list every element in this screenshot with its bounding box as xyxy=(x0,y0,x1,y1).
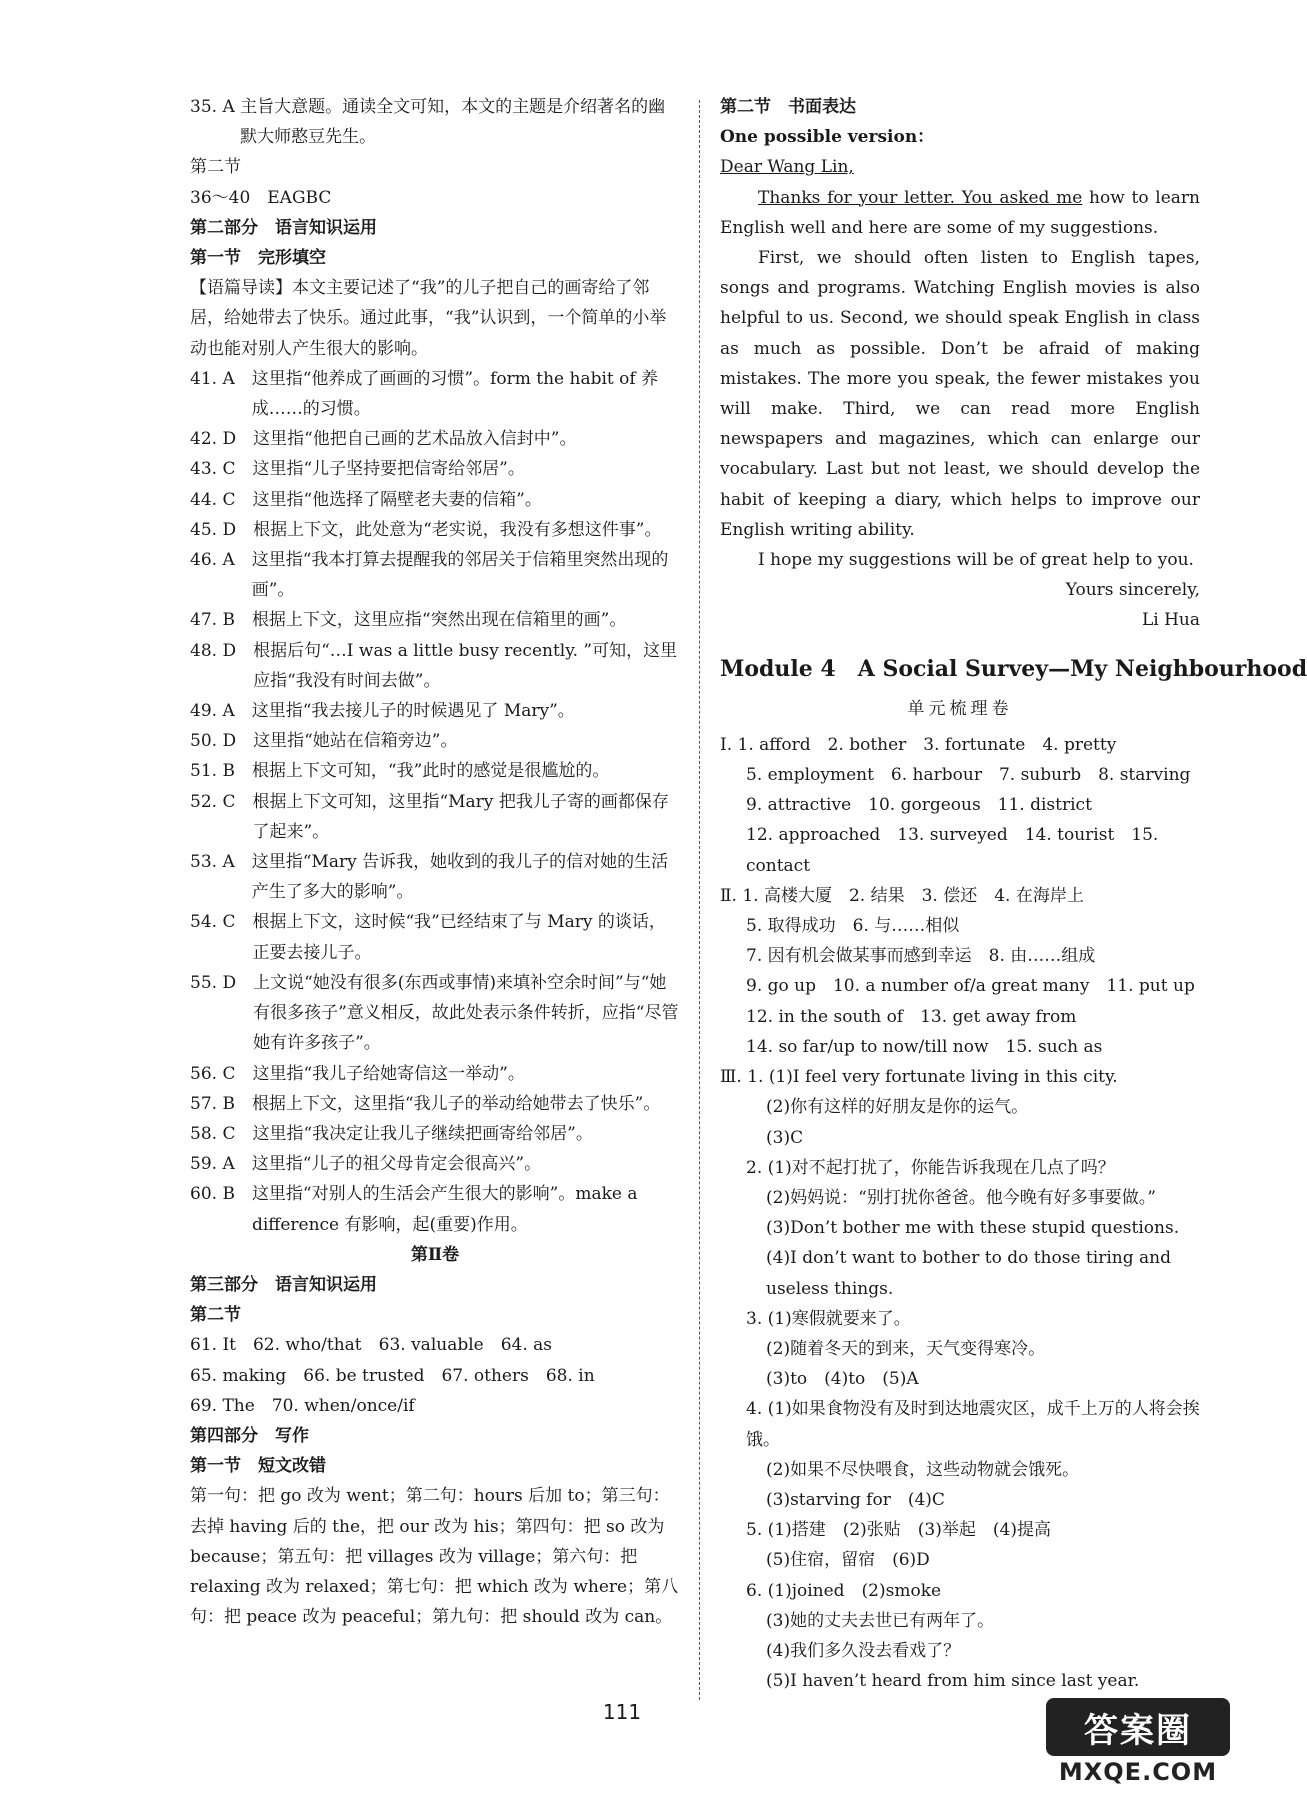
answer-explanation: 这里指“对别人的生活会产生很大的影响”。make a difference 有影响，起(重要)作用。 xyxy=(251,1184,638,1235)
answer-item xyxy=(190,787,680,847)
answer-explanation: 这里指“我本打算去提醒我的邻居关于信箱里突然出现的画”。 xyxy=(251,550,669,601)
answer-line: 69. The 70. when/once/if xyxy=(190,1395,415,1416)
answer-explanation: 这里指“我去接儿子的时候遇见了 Mary”。 xyxy=(251,701,575,722)
answer-number: 58. C xyxy=(190,1123,253,1144)
answer-number: 60. B xyxy=(190,1184,252,1205)
volume-heading: 第Ⅱ卷 xyxy=(410,1244,460,1265)
module-answer-line: Ⅰ. 1. afford 2. bother 3. fortunate 4. pretty xyxy=(720,734,1117,755)
watermark-badge: 答案圈 xyxy=(1046,1698,1230,1756)
answer-explanation: 这里指“他把自己画的艺术品放入信封中”。 xyxy=(253,429,577,450)
answer-item xyxy=(190,1119,680,1149)
module-answer-line: (5)住宿，留宿 (6)D xyxy=(766,1550,930,1571)
answer-number: 45. D xyxy=(190,519,254,540)
part-heading: 第四部分 写作 xyxy=(190,1425,309,1446)
answer-explanation: 根据上下文可知，“我”此时的感觉是很尴尬的。 xyxy=(251,761,610,782)
cloze-answer-list xyxy=(190,364,680,1240)
module-title: Module 4 A Social Survey—My Neighbourhood xyxy=(720,655,1307,682)
module-answer-line: (2)妈妈说：“别打扰你爸爸。他今晚有好多事要做。” xyxy=(766,1187,1156,1208)
answer-number: 48. D xyxy=(190,640,254,661)
answer-line: 65. making 66. be trusted 67. others 68. in xyxy=(190,1365,595,1386)
answer-36-40: 36～40 EAGBC xyxy=(190,187,332,208)
answer-item xyxy=(190,515,680,545)
answer-explanation: 这里指“他选择了隔壁老夫妻的信箱”。 xyxy=(252,489,542,510)
answer-explanation: 根据上下文，这里指“我儿子的举动给她带去了快乐”。 xyxy=(251,1093,661,1114)
answer-item xyxy=(190,1059,680,1089)
module-answer-line: (3)C xyxy=(766,1127,804,1148)
unit-title: 单元梳理卷 xyxy=(907,698,1013,719)
left-column xyxy=(190,92,680,1632)
column-divider xyxy=(699,100,700,1700)
section-heading: 第一节 完形填空 xyxy=(190,248,326,269)
module-answer-line: 5. 取得成功 6. 与……相似 xyxy=(746,916,960,937)
part-heading: 第三部分 语言知识运用 xyxy=(190,1274,377,1295)
answer-item xyxy=(190,968,680,1059)
answer-explanation: 这里指“儿子坚持要把信寄给邻居”。 xyxy=(252,459,525,480)
answer-explanation: 根据上下文，此处意为“老实说，我没有多想这件事”。 xyxy=(253,519,662,540)
answer-item xyxy=(190,364,680,424)
module-answer-line: 12. in the south of 13. get away from xyxy=(746,1006,1077,1027)
answer-number: 55. D xyxy=(190,972,254,993)
answer-explanation: 这里指“我儿子给她寄信这一举动”。 xyxy=(252,1063,525,1084)
module-answer-line: (4)我们多久没去看戏了？ xyxy=(766,1640,961,1661)
answer-item xyxy=(190,1089,680,1119)
version-label: One possible version： xyxy=(720,127,935,148)
answer-explanation: 根据上下文，这里应指“突然出现在信箱里的画”。 xyxy=(251,610,627,631)
answer-item xyxy=(190,454,680,484)
answer-number: 41. A xyxy=(190,368,252,389)
answer-item xyxy=(190,847,680,907)
module-answer-line: (3)她的丈夫去世已有两年了。 xyxy=(766,1610,995,1631)
answer-number: 44. C xyxy=(190,489,253,510)
answer-number: 47. B xyxy=(190,610,252,631)
answer-explanation: 这里指“儿子的祖父母肯定会很高兴”。 xyxy=(251,1154,542,1175)
answer-explanation: 这里指“我决定让我儿子继续把画寄给邻居”。 xyxy=(252,1123,593,1144)
watermark-url: MXQE.COM xyxy=(1058,1758,1218,1786)
letter-signature: Li Hua xyxy=(1141,610,1200,631)
answer-number: 54. C xyxy=(190,912,253,933)
answer-number: 53. A xyxy=(190,852,252,873)
module-answer-line: 9. attractive 10. gorgeous 11. district xyxy=(746,795,1092,816)
module-answer-line: 5. employment 6. harbour 7. suburb 8. starving xyxy=(746,765,1191,786)
module-answer-line: Ⅱ. 1. 高楼大厦 2. 结果 3. 偿还 4. 在海岸上 xyxy=(720,885,1084,906)
answer-explanation: 这里指“她站在信箱旁边”。 xyxy=(253,731,458,752)
module-answer-line: (3)Don’t bother me with these stupid questions. xyxy=(766,1218,1180,1239)
answer-number: 43. C xyxy=(190,459,253,480)
answer-number: 51. B xyxy=(190,761,252,782)
module-answer-line: Ⅲ. 1. (1)I feel very fortunate living in this city. xyxy=(720,1067,1118,1088)
answer-number: 50. D xyxy=(190,731,254,752)
module-answer-line: (5)I haven’t heard from him since last year. xyxy=(766,1671,1140,1692)
answer-item xyxy=(190,726,680,756)
answer-number: 46. A xyxy=(190,550,252,571)
answer-explanation: 根据上下文可知，这里指“Mary 把我儿子寄的画都保存了起来”。 xyxy=(252,791,669,842)
answer-number: 42. D xyxy=(190,429,254,450)
answer-number: 56. C xyxy=(190,1063,253,1084)
answer-item xyxy=(190,545,680,605)
answer-item xyxy=(190,1179,680,1239)
module-answer-line: (3)starving for (4)C xyxy=(766,1489,945,1510)
letter-paragraph: I hope my suggestions will be of great help to you. xyxy=(758,550,1194,571)
page-number: 111 xyxy=(602,1700,642,1724)
answer-item xyxy=(190,756,680,786)
letter-paragraph: First, we should often listen to English tapes, songs and programs. Watching English movies is also helpful to us. Second, we should speak English in class as much as possible. Don’t be afraid of making mistakes. The more you speak, the fewer mistakes you will make. Third, we can read more English newspapers and magazines, which can enlarge our vocabulary. Last but not least, we should develop the habit of keeping a diary, which helps to improve our English writing ability. xyxy=(720,248,1206,540)
error-correction-answer: 第一句：把 go 改为 went；第二句：hours 后加 to；第三句：去掉 having 后的 the，把 our 改为 his；第四句：把 so 改为 because；第五句：把 villages 改为 village；第六句：把 relaxing 改为 relaxed；第七句：把 which 改为 where；第八句：把 peace 改为 peaceful；第九句：把 should 改为 can。 xyxy=(190,1486,679,1628)
answer-number: 52. C xyxy=(190,791,253,812)
answer-line: 61. It 62. who/that 63. valuable 64. as xyxy=(190,1335,553,1356)
module-answer-line: 2. (1)对不起打扰了，你能告诉我现在几点了吗？ xyxy=(746,1157,1115,1178)
module-answer-line: 9. go up 10. a number of/a great many 11. put up xyxy=(746,976,1195,997)
module-answer-line: 5. (1)搭建 (2)张贴 (3)举起 (4)提高 xyxy=(746,1520,1051,1541)
section-heading: 第二节 xyxy=(190,1305,241,1326)
answer-item xyxy=(190,485,680,515)
module-answer-line: 4. (1)如果食物没有及时到达地震灾区，成千上万的人将会挨饿。 xyxy=(746,1399,1200,1450)
answer-item xyxy=(190,636,680,696)
letter-paragraph: Thanks for your letter. You asked me how to learn English well and here are some of my suggestions. xyxy=(720,187,1206,238)
answer-35: 35. A 主旨大意题。通读全文可知，本文的主题是介绍著名的幽默大师憨豆先生。 xyxy=(190,97,666,148)
answer-number: 57. B xyxy=(190,1093,252,1114)
module-answer-line: 12. approached 13. surveyed 14. tourist 15. contact xyxy=(746,825,1164,876)
module-answer-line: 7. 因有机会做某事而感到幸运 8. 由……组成 xyxy=(746,946,1096,967)
answer-explanation: 根据后句“…I was a little busy recently. ”可知，这里应指“我没有时间去做”。 xyxy=(253,640,678,691)
module-answer-line: (2)你有这样的好朋友是你的运气。 xyxy=(766,1097,1029,1118)
right-column xyxy=(720,92,1307,1696)
answer-item xyxy=(190,907,680,967)
answer-number: 59. A xyxy=(190,1154,252,1175)
answer-explanation: 上文说“她没有很多(东西或事情)来填补空余时间”与“她有很多孩子”意义相反，故此处表示条件转折，应指“尽管她有许多孩子”。 xyxy=(253,972,679,1054)
answer-number: 49. A xyxy=(190,701,252,722)
answer-item xyxy=(190,424,680,454)
module-answer-line: 3. (1)寒假就要来了。 xyxy=(746,1308,911,1329)
part-heading: 第二部分 语言知识运用 xyxy=(190,217,377,238)
passage-guide: 【语篇导读】本文主要记述了“我”的儿子把自己的画寄给了邻居，给她带去了快乐。通过此事，“我”认识到，一个简单的小举动也能对别人产生很大的影响。 xyxy=(190,278,667,359)
answer-explanation: 这里指“他养成了画画的习惯”。form the habit of 养成……的习惯。 xyxy=(251,368,659,420)
letter-closing: Yours sincerely, xyxy=(1065,580,1200,601)
section-heading: 第二节 书面表达 xyxy=(720,97,856,117)
module-answer-line: (2)随着冬天的到来，天气变得寒冷。 xyxy=(766,1338,1046,1359)
section-heading: 第一节 短文改错 xyxy=(190,1456,326,1477)
watermark-logo xyxy=(1046,1698,1230,1790)
answer-explanation: 根据上下文，这时候“我”已经结束了与 Mary 的谈话，正要去接儿子。 xyxy=(252,912,666,963)
answer-item xyxy=(190,605,680,635)
module-answer-line: (2)如果不尽快喂食，这些动物就会饿死。 xyxy=(766,1459,1080,1480)
answer-explanation: 这里指“Mary 告诉我，她收到的我儿子的信对她的生活产生了多大的影响”。 xyxy=(251,852,669,903)
module-answer-line: (4)I don’t want to bother to do those tiring and useless things. xyxy=(766,1248,1177,1299)
module-answer-line: (3)to (4)to (5)A xyxy=(766,1369,919,1390)
answer-item xyxy=(190,1149,680,1179)
module-answer-line: 14. so far/up to now/till now 15. such as xyxy=(746,1036,1103,1057)
answer-item xyxy=(190,696,680,726)
section-heading: 第二节 xyxy=(190,157,241,178)
module-answer-list xyxy=(720,730,1200,1697)
module-answer-line: 6. (1)joined (2)smoke xyxy=(746,1580,942,1601)
letter-greeting: Dear Wang Lin, xyxy=(720,157,854,178)
